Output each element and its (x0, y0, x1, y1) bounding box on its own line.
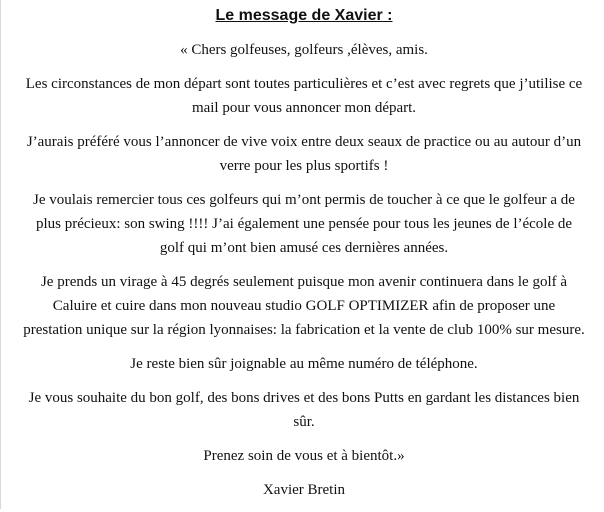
letter-signature: Xavier Bretin (262, 482, 346, 498)
letter-greeting: « Chers golfeuses, golfeurs ,élèves, amis. (180, 42, 428, 58)
letter-title: Le message de Xavier : (215, 7, 393, 24)
paragraph-contact: Je reste bien sûr joignable au même numéro de téléphone. (130, 356, 478, 372)
paragraph-announcement: J’aurais préféré vous l’annoncer de vive voix entre deux seaux de practice ou au autour d’un verre pour les plus sportifs ! (26, 134, 582, 174)
paragraph-departure: Les circonstances de mon départ sont toutes particulières et c’est avec regrets que j’utilise ce mail pour vous annoncer mon départ. (25, 76, 583, 116)
paragraph-wishes: Je vous souhaite du bon golf, des bons drives et des bons Putts en gardant les distances bien sûr. (28, 390, 580, 430)
letter-closing: Prenez soin de vous et à bientôt.» (203, 448, 405, 464)
paragraph-new-studio: Je prends un virage à 45 degrés seulement puisque mon avenir continuera dans le golf à Caluire et cuire dans mon nouveau studio GOLF OPTIMIZER afin de proposer une prestation unique sur la région lyonnaises: la fabrication et la vente de club 100% sur mesure. (23, 274, 585, 338)
paragraph-thanks: Je voulais remercier tous ces golfeurs qui m’ont permis de toucher à ce que le golfeur a de plus précieux: son swing !!!! J’ai également une pensée pour tous les jeunes de l’école de golf qui m’ont bien amusé ces dernières années. (33, 192, 575, 256)
letter-body (23, 6, 585, 512)
